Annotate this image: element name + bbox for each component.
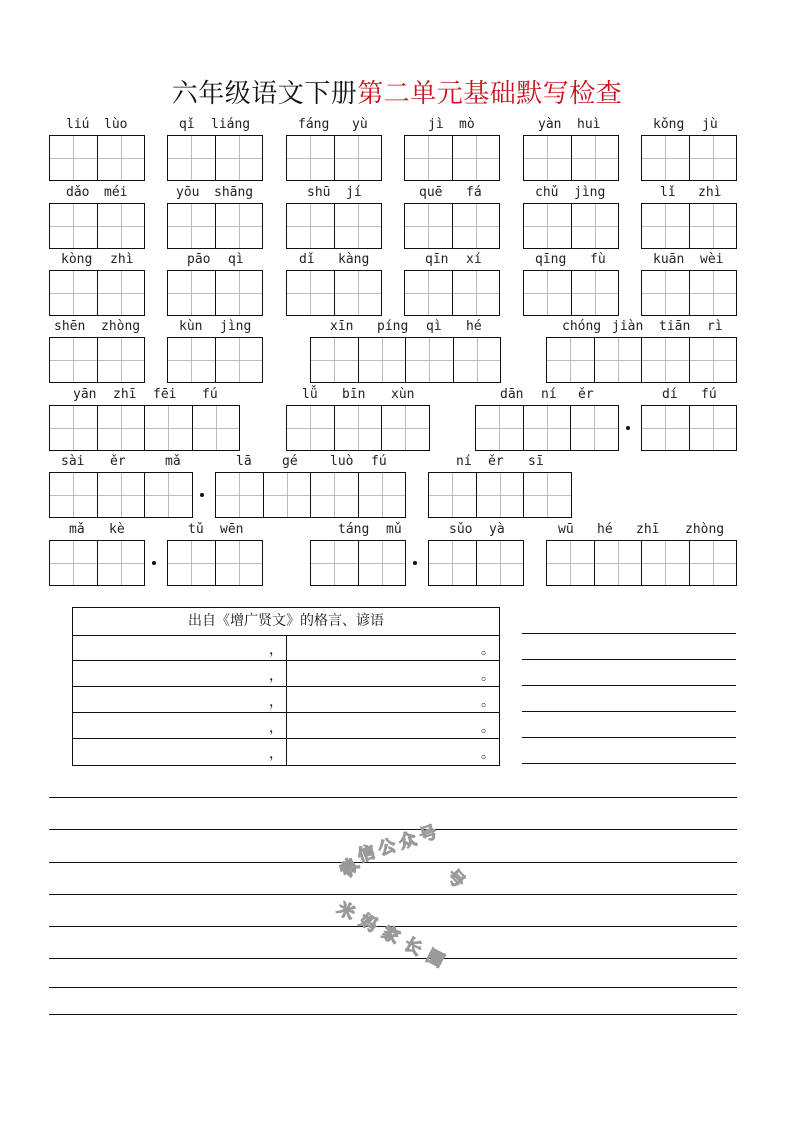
pinyin-label: sǔo xyxy=(449,522,473,537)
tian-grid-cell[interactable] xyxy=(97,472,146,518)
tian-grid-cell[interactable] xyxy=(192,405,241,451)
separator-dot xyxy=(152,561,156,565)
tian-grid-cell[interactable] xyxy=(641,405,690,451)
tian-grid-cell[interactable] xyxy=(641,135,690,181)
pinyin-label: shēn xyxy=(54,319,86,334)
pinyin-label: qīn xyxy=(425,252,449,267)
pinyin-label: pāo xyxy=(187,252,211,267)
pinyin-label: jì xyxy=(428,117,444,132)
tian-grid-cell[interactable] xyxy=(49,270,98,316)
tian-grid-cell[interactable] xyxy=(310,540,359,586)
tian-grid-cell[interactable] xyxy=(144,405,193,451)
tian-grid-cell[interactable] xyxy=(286,135,335,181)
tian-grid-cell[interactable] xyxy=(452,135,501,181)
pinyin-label: zhī xyxy=(636,522,660,537)
pinyin-label: zhī xyxy=(113,387,137,402)
tian-grid-cell[interactable] xyxy=(215,135,264,181)
tian-grid-cell[interactable] xyxy=(49,540,98,586)
pinyin-label: tǔ xyxy=(188,522,204,537)
title-main: 六年级语文下册 xyxy=(171,79,358,109)
pinyin-label: shāng xyxy=(214,185,254,200)
pinyin-label: liáng xyxy=(211,117,251,132)
tian-grid-cell[interactable] xyxy=(689,405,738,451)
tian-grid-cell[interactable] xyxy=(476,540,525,586)
period-mark: 。 xyxy=(481,668,495,684)
tian-grid-cell[interactable] xyxy=(49,472,98,518)
pinyin-label: shū xyxy=(307,185,331,200)
tian-grid-cell[interactable] xyxy=(404,270,453,316)
tian-grid-cell[interactable] xyxy=(428,540,477,586)
pinyin-label: méi xyxy=(104,185,128,200)
tian-grid-cell[interactable] xyxy=(144,472,193,518)
tian-grid-cell[interactable] xyxy=(334,270,383,316)
pinyin-label: jiàn xyxy=(612,319,644,334)
pinyin-label: gé xyxy=(282,454,298,469)
pinyin-label: lā xyxy=(236,454,252,469)
tian-grid-cell[interactable] xyxy=(310,337,359,383)
answer-line[interactable] xyxy=(522,737,736,738)
pinyin-label: huì xyxy=(577,117,601,132)
tian-grid-cell[interactable] xyxy=(49,203,98,249)
pinyin-label: luò xyxy=(330,454,354,469)
tian-grid-cell[interactable] xyxy=(286,203,335,249)
tian-grid-cell[interactable] xyxy=(523,405,572,451)
pinyin-label: yàn xyxy=(538,117,562,132)
tian-grid-cell[interactable] xyxy=(49,405,98,451)
tian-grid-cell[interactable] xyxy=(97,135,146,181)
tian-grid-cell[interactable] xyxy=(570,405,619,451)
pinyin-label: yān xyxy=(73,387,97,402)
pinyin-label: ěr xyxy=(578,387,594,402)
tian-grid-cell[interactable] xyxy=(689,540,738,586)
tian-grid-cell[interactable] xyxy=(523,270,572,316)
pinyin-label: quē xyxy=(419,185,443,200)
tian-grid-cell[interactable] xyxy=(286,270,335,316)
pinyin-label: xùn xyxy=(391,387,415,402)
tian-grid-cell[interactable] xyxy=(167,540,216,586)
pinyin-label: kè xyxy=(109,522,125,537)
tian-grid-cell[interactable] xyxy=(641,270,690,316)
comma-mark: ， xyxy=(269,746,283,762)
tian-grid-cell[interactable] xyxy=(310,472,359,518)
watermark-top: 信公众号 xyxy=(355,822,440,867)
tian-grid-cell[interactable] xyxy=(167,270,216,316)
pinyin-label: bīn xyxy=(342,387,366,402)
tian-grid-cell[interactable] xyxy=(215,203,264,249)
tian-grid-cell[interactable] xyxy=(476,472,525,518)
answer-line[interactable] xyxy=(522,685,736,686)
pinyin-label: hé xyxy=(466,319,482,334)
tian-grid-cell[interactable] xyxy=(215,540,264,586)
writing-line[interactable] xyxy=(49,797,737,798)
answer-line[interactable] xyxy=(522,659,736,660)
tian-grid-cell[interactable] xyxy=(97,405,146,451)
tian-grid-cell[interactable] xyxy=(546,337,595,383)
pinyin-label: dǎo xyxy=(66,185,90,200)
separator-dot xyxy=(626,426,630,430)
pinyin-label: hé xyxy=(597,522,613,537)
tian-grid-cell[interactable] xyxy=(641,203,690,249)
tian-grid-cell[interactable] xyxy=(97,203,146,249)
tian-grid-cell[interactable] xyxy=(167,135,216,181)
pinyin-label: píng xyxy=(377,319,409,334)
pinyin-label: fú xyxy=(371,454,387,469)
tian-grid-cell[interactable] xyxy=(97,337,146,383)
tian-grid-cell[interactable] xyxy=(97,270,146,316)
tian-grid-cell[interactable] xyxy=(358,540,407,586)
writing-line[interactable] xyxy=(49,829,737,830)
writing-line[interactable] xyxy=(49,987,737,988)
pinyin-label: zhì xyxy=(698,185,722,200)
proverb-table-header: 出自《增广贤文》的格言、谚语 xyxy=(73,608,499,636)
pinyin-label: ní xyxy=(541,387,557,402)
pinyin-label: fáng xyxy=(298,117,330,132)
proverb-row[interactable] xyxy=(73,661,499,687)
comma-mark: ， xyxy=(269,720,283,736)
pinyin-label: ěr xyxy=(110,454,126,469)
pinyin-label: kǒng xyxy=(653,117,685,132)
pinyin-label: chǔ xyxy=(535,185,559,200)
pinyin-label: yà xyxy=(489,522,505,537)
answer-line[interactable] xyxy=(522,633,736,634)
pinyin-label: wū xyxy=(558,522,574,537)
tian-grid-cell[interactable] xyxy=(97,540,146,586)
tian-grid-cell[interactable] xyxy=(334,203,383,249)
pinyin-label: mǎ xyxy=(69,522,85,537)
pinyin-label: mò xyxy=(459,117,475,132)
watermark-stamp xyxy=(326,822,469,972)
pinyin-label: fá xyxy=(466,185,482,200)
separator-dot xyxy=(200,493,204,497)
tian-grid-cell[interactable] xyxy=(641,540,690,586)
pinyin-label: jí xyxy=(346,185,362,200)
tian-grid-cell[interactable] xyxy=(571,135,620,181)
pinyin-label: jìng xyxy=(574,185,606,200)
pinyin-label: mǔ xyxy=(386,522,402,537)
pinyin-label: kuān xyxy=(653,252,685,267)
pinyin-label: fú xyxy=(202,387,218,402)
period-mark: 。 xyxy=(481,720,495,736)
pinyin-label: lǐ xyxy=(660,185,676,200)
pinyin-label: chóng xyxy=(562,319,602,334)
tian-grid-cell[interactable] xyxy=(428,472,477,518)
tian-grid-cell[interactable] xyxy=(475,405,524,451)
pinyin-label: kùn xyxy=(179,319,203,334)
tian-grid-cell[interactable] xyxy=(571,270,620,316)
tian-grid-cell[interactable] xyxy=(167,203,216,249)
pinyin-label: qīng xyxy=(535,252,567,267)
proverb-row[interactable] xyxy=(73,713,499,739)
tian-grid-cell[interactable] xyxy=(689,337,738,383)
tian-grid-cell[interactable] xyxy=(404,203,453,249)
tian-grid-cell[interactable] xyxy=(215,337,264,383)
tian-grid-cell[interactable] xyxy=(452,203,501,249)
tian-grid-cell[interactable] xyxy=(594,540,643,586)
tian-grid-cell[interactable] xyxy=(523,135,572,181)
pinyin-label: dān xyxy=(500,387,524,402)
pinyin-label: xí xyxy=(466,252,482,267)
pinyin-label: qì xyxy=(228,252,244,267)
answer-line[interactable] xyxy=(522,763,736,764)
tian-grid-cell[interactable] xyxy=(571,203,620,249)
proverb-row[interactable] xyxy=(73,739,499,765)
watermark-left: 微 xyxy=(336,855,364,882)
tian-grid-cell[interactable] xyxy=(689,270,738,316)
pinyin-label: tiān xyxy=(659,319,691,334)
tian-grid-cell[interactable] xyxy=(453,337,502,383)
pinyin-label: wèi xyxy=(700,252,724,267)
pinyin-label: kàng xyxy=(338,252,370,267)
pinyin-label: rì xyxy=(707,319,723,334)
tian-grid-cell[interactable] xyxy=(689,203,738,249)
pinyin-label: qǐ xyxy=(179,117,195,132)
tian-grid-cell[interactable] xyxy=(689,135,738,181)
pinyin-label: xīn xyxy=(330,319,354,334)
tian-grid-cell[interactable] xyxy=(334,405,383,451)
proverb-row[interactable] xyxy=(73,687,499,713)
period-mark: 。 xyxy=(481,746,495,762)
tian-grid-cell[interactable] xyxy=(594,337,643,383)
period-mark: 。 xyxy=(481,694,495,710)
pinyin-label: zhòng xyxy=(101,319,141,334)
pinyin-label: jìng xyxy=(220,319,252,334)
tian-grid-cell[interactable] xyxy=(452,270,501,316)
pinyin-label: zhì xyxy=(110,252,134,267)
pinyin-label: zhòng xyxy=(685,522,725,537)
pinyin-label: lùo xyxy=(104,117,128,132)
tian-grid-cell[interactable] xyxy=(381,405,430,451)
pinyin-label: qì xyxy=(426,319,442,334)
pinyin-label: fú xyxy=(701,387,717,402)
tian-grid-cell[interactable] xyxy=(334,135,383,181)
pinyin-label: fēi xyxy=(153,387,177,402)
tian-grid-cell[interactable] xyxy=(215,472,264,518)
comma-mark: ， xyxy=(269,668,283,684)
pinyin-label: lǚ xyxy=(302,387,318,402)
pinyin-label: yōu xyxy=(176,185,200,200)
comma-mark: ， xyxy=(269,694,283,710)
tian-grid-cell[interactable] xyxy=(263,472,312,518)
pinyin-label: dí xyxy=(662,387,678,402)
pinyin-label: kòng xyxy=(61,252,93,267)
tian-grid-cell[interactable] xyxy=(286,405,335,451)
tian-grid-cell[interactable] xyxy=(49,135,98,181)
proverb-table xyxy=(72,607,500,766)
tian-grid-cell[interactable] xyxy=(215,270,264,316)
writing-line[interactable] xyxy=(49,1014,737,1015)
watermark-bottom: 米妈家长圈 xyxy=(333,898,448,972)
tian-grid-cell[interactable] xyxy=(523,472,572,518)
separator-dot xyxy=(413,561,417,565)
watermark-right: 号 xyxy=(442,865,469,892)
tian-grid-cell[interactable] xyxy=(358,472,407,518)
tian-grid-cell[interactable] xyxy=(546,540,595,586)
title-unit: 第二单元基础默写检查 xyxy=(357,79,623,109)
pinyin-label: wēn xyxy=(220,522,244,537)
pinyin-label: táng xyxy=(338,522,370,537)
pinyin-label: ěr xyxy=(488,454,504,469)
tian-grid-cell[interactable] xyxy=(358,337,407,383)
tian-grid-cell[interactable] xyxy=(167,337,216,383)
pinyin-label: yù xyxy=(352,117,368,132)
pinyin-label: sī xyxy=(528,454,544,469)
pinyin-label: mǎ xyxy=(165,454,181,469)
tian-grid-cell[interactable] xyxy=(49,337,98,383)
tian-grid-cell[interactable] xyxy=(404,135,453,181)
tian-grid-cell[interactable] xyxy=(641,337,690,383)
pinyin-label: liú xyxy=(66,117,90,132)
pinyin-label: fù xyxy=(590,252,606,267)
pinyin-label: jù xyxy=(702,117,718,132)
page-title xyxy=(0,73,794,110)
answer-line[interactable] xyxy=(522,711,736,712)
tian-grid-cell[interactable] xyxy=(523,203,572,249)
pinyin-label: dǐ xyxy=(299,252,315,267)
tian-grid-cell[interactable] xyxy=(405,337,454,383)
pinyin-label: ní xyxy=(456,454,472,469)
comma-mark: ， xyxy=(269,642,283,658)
period-mark: 。 xyxy=(481,642,495,658)
proverb-row[interactable] xyxy=(73,635,499,661)
pinyin-label: sài xyxy=(61,454,85,469)
